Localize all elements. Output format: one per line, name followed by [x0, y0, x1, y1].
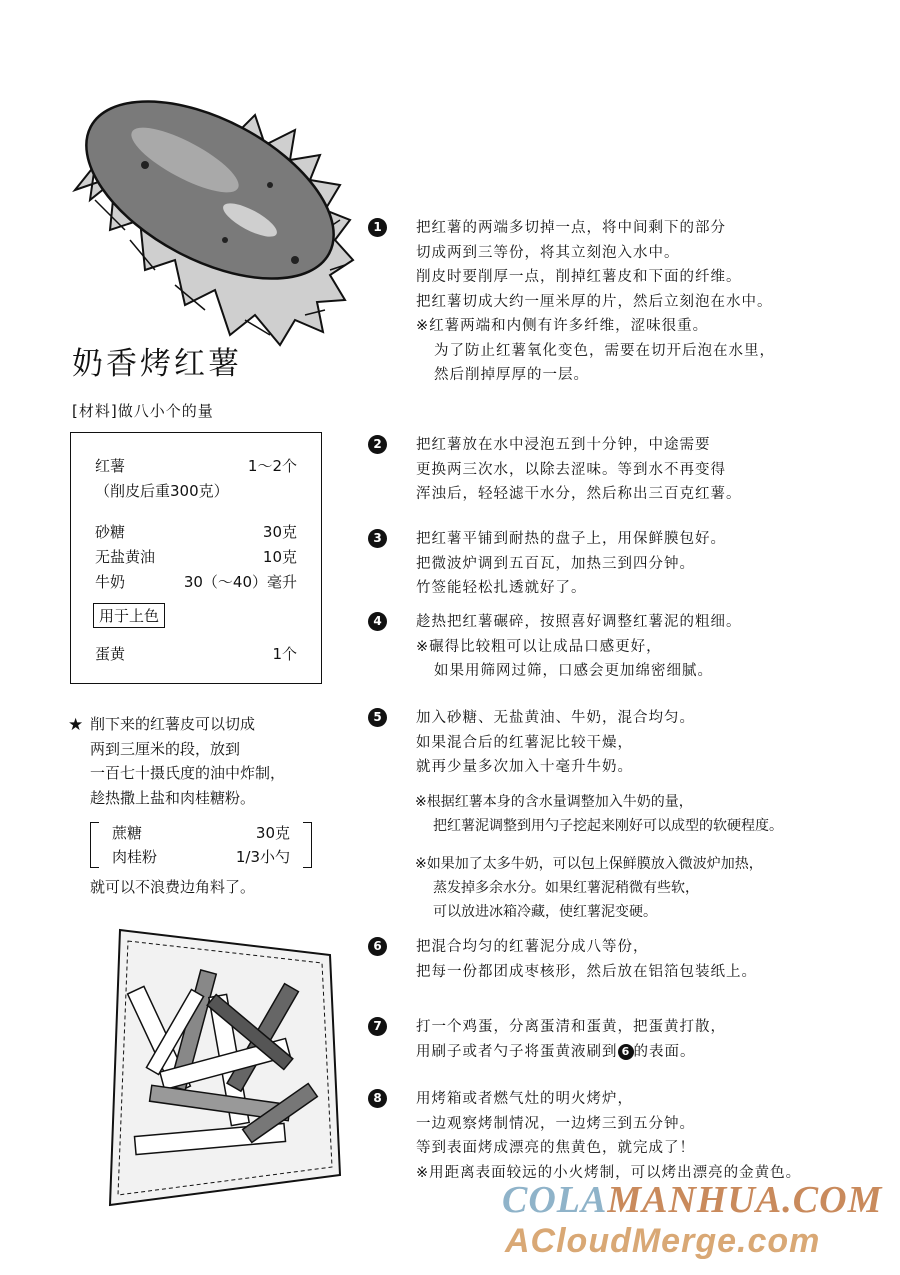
step-number: 1 [368, 218, 387, 237]
step-5-notes-2 [415, 852, 763, 924]
step-line: 更换两三次水，以除去涩味。等到水不再变得 [416, 461, 726, 478]
step-line: 一边观察烤制情况，一边烤三到五分钟。 [416, 1115, 695, 1132]
tip-line: 趁热撒上盐和肉桂糖粉。 [90, 788, 256, 807]
step-line: 加入砂糖、无盐黄油、牛奶，混合均匀。 [416, 710, 695, 726]
tip-extra-name: 肉桂粉 [112, 848, 158, 866]
step-line: 切成两到三等份，将其立刻泡入水中。 [416, 244, 680, 261]
sweet-potato-illustration [55, 70, 365, 360]
step-line: ※用距离表面较远的小火烤制，可以烤出漂亮的金黄色。 [416, 1164, 802, 1181]
step-text [416, 706, 695, 780]
tip-extra-qty: 1/3小勺 [235, 848, 290, 866]
step-text [416, 1087, 801, 1185]
step-line: 趁热把红薯碾碎，按照喜好调整红薯泥的粗细。 [416, 614, 742, 630]
step-line: 打一个鸡蛋，分离蛋清和蛋黄，把蛋黄打散， [416, 1019, 726, 1035]
note-line: 可以放进冰箱冷藏，使红薯泥变硬。 [433, 904, 657, 920]
tip-ending: 就可以不浪费边角料了。 [90, 878, 256, 896]
step-line [416, 1040, 726, 1065]
step-line: ※红薯两端和内侧有许多纤维，涩味很重。 [416, 318, 709, 334]
tip-line: 两到三厘米的段，放到 [90, 739, 241, 758]
tip-extra-row [112, 846, 290, 868]
ingredient-name: 蛋黄 [95, 645, 126, 663]
step-line: 用烤箱或者燃气灶的明火烤炉， [416, 1091, 633, 1107]
step-text [416, 216, 775, 388]
step-line: 把红薯切成大约一厘米厚的片，然后立刻泡在水中。 [416, 293, 773, 310]
tip-line: 一百七十摄氏度的油中炸制， [90, 764, 286, 782]
step-line: 把每一份都团成枣核形，然后放在铝箔包装纸上。 [416, 963, 757, 980]
watermark-part: COLA [502, 1179, 608, 1221]
ingredient-row [95, 455, 297, 477]
step-number: 2 [368, 435, 387, 454]
step-line: 竹签能轻松扎透就好了。 [416, 580, 587, 596]
step-text [416, 527, 726, 601]
step-text [416, 433, 742, 507]
ingredient-name: 砂糖 [95, 523, 126, 541]
ingredient-row [95, 521, 297, 543]
ingredients-subtitle: [材料]做八小个的量 [72, 402, 214, 420]
step-line-part: 的表面。 [633, 1043, 696, 1060]
step-text [416, 610, 742, 684]
step-number: 3 [368, 529, 387, 548]
ingredient-row [95, 571, 297, 593]
ingredient-qty: 30（～40）毫升 [183, 573, 297, 591]
ingredient-name: 红薯 [95, 457, 126, 475]
step-line: 把红薯放在水中浸泡五到十分钟，中途需要 [416, 437, 711, 453]
step-text [416, 1015, 726, 1064]
ingredient-qty: 10克 [262, 548, 297, 566]
step-line: 把红薯平铺到耐热的盘子上，用保鲜膜包好。 [416, 531, 726, 547]
step-line: 然后削掉厚厚的一层。 [434, 367, 589, 383]
star-icon: ★ [68, 715, 84, 735]
step-text [416, 935, 757, 984]
step-number: 4 [368, 612, 387, 631]
ingredient-qty: 1个 [272, 645, 297, 663]
step-line: 把混合均匀的红薯泥分成八等份， [416, 939, 649, 955]
note-line: ※如果加了太多牛奶，可以包上保鲜膜放入微波炉加热， [415, 856, 763, 872]
step-line: 把微波炉调到五百瓦，加热三到四分钟。 [416, 555, 695, 572]
tip-extra-name: 蔗糖 [112, 824, 143, 842]
step-reference-badge: 6 [618, 1044, 634, 1060]
fried-peel-illustration [90, 925, 350, 1210]
tip-extra-qty: 30克 [255, 824, 290, 842]
ingredients-box [70, 432, 322, 684]
watermark-part: MANHUA.COM [607, 1179, 883, 1221]
step-line: 浑浊后，轻轻滤干水分，然后称出三百克红薯。 [416, 486, 742, 502]
step-line: 为了防止红薯氧化变色，需要在切开后泡在水里， [434, 342, 775, 359]
step-line: 削皮时要削厚一点，削掉红薯皮和下面的纤维。 [416, 269, 742, 285]
left-bracket [90, 822, 99, 868]
recipe-title: 奶香烤红薯 [72, 346, 242, 382]
step-number: 7 [368, 1017, 387, 1036]
step-5-notes [415, 790, 783, 838]
tip-extra-box [90, 822, 312, 868]
watermark-acloudmerge: ACloudMerge.com [505, 1222, 821, 1260]
step-line: 把红薯的两端多切掉一点，将中间剩下的部分 [416, 220, 726, 236]
step-line: 等到表面烤成漂亮的焦黄色，就完成了！ [416, 1140, 695, 1156]
tip-extra-row [112, 822, 290, 844]
step-number: 8 [368, 1089, 387, 1108]
step-number: 5 [368, 708, 387, 727]
right-bracket [303, 822, 312, 868]
glaze-label: 用于上色 [93, 603, 165, 628]
step-line-part: 用刷子或者勺子将蛋黄液刷到 [416, 1043, 618, 1060]
watermark-colamanhua [502, 1178, 882, 1222]
note-line: 蒸发掉多余水分。如果红薯泥稍微有些软， [433, 880, 699, 896]
note-line: ※根据红薯本身的含水量调整加入牛奶的量， [415, 794, 693, 810]
ingredient-name: 牛奶 [95, 573, 126, 591]
step-line: 如果混合后的红薯泥比较干燥， [416, 734, 633, 751]
ingredient-qty: 30克 [262, 523, 297, 541]
step-number: 6 [368, 937, 387, 956]
ingredient-note: （削皮后重300克） [95, 482, 229, 500]
tip-line: 削下来的红薯皮可以切成 [90, 715, 256, 733]
ingredient-row [95, 643, 297, 665]
ingredient-row [95, 546, 297, 568]
step-line: ※碾得比较粗可以让成品口感更好， [416, 638, 662, 655]
ingredient-name: 无盐黄油 [95, 548, 156, 566]
ingredient-qty: 1～2个 [247, 457, 297, 475]
note-line: 把红薯泥调整到用勺子挖起来刚好可以成型的软硬程度。 [433, 818, 783, 834]
step-line: 如果用筛网过筛，口感会更加绵密细腻。 [434, 663, 713, 679]
step-line: 就再少量多次加入十毫升牛奶。 [416, 759, 633, 775]
